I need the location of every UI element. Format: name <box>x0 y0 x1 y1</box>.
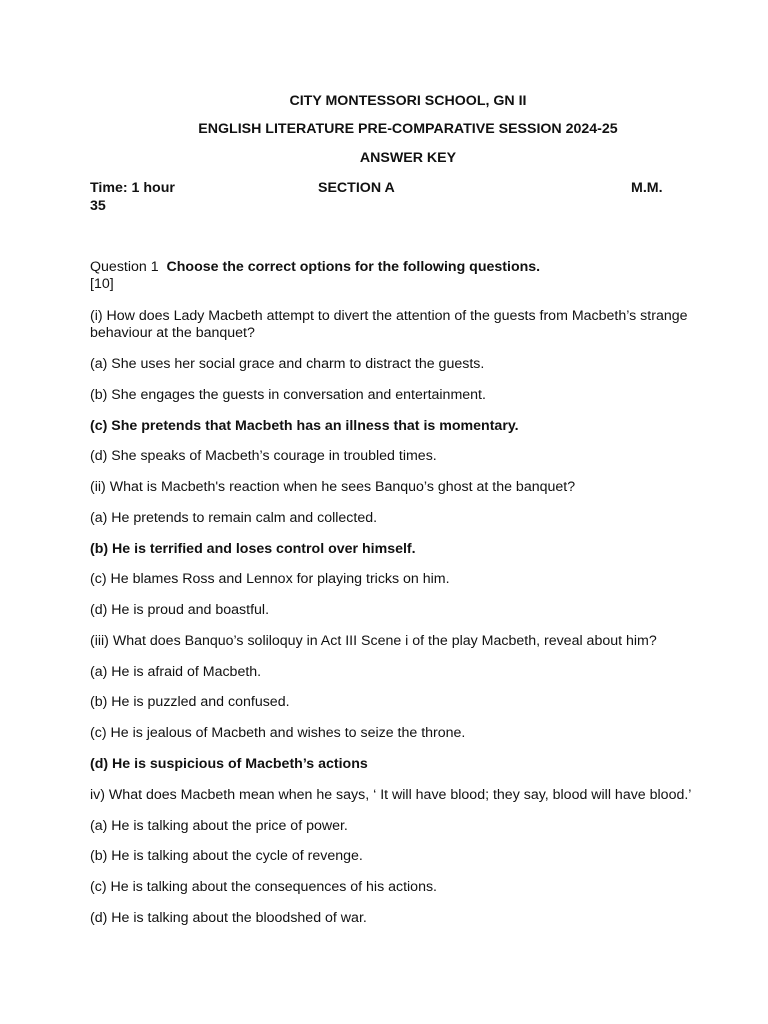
q1-option-b: (b) She engages the guests in conversation and entertainment. <box>90 387 486 403</box>
answer-key-title: ANSWER KEY <box>359 150 457 166</box>
q4-option-b: (b) He is talking about the cycle of revenge. <box>90 848 363 864</box>
q1-stem-line1: (i) How does Lady Macbeth attempt to divert the attention of the guests from Macbeth’s strange <box>90 308 688 324</box>
q2-option-c: (c) He blames Ross and Lennox for playing tricks on him. <box>90 571 450 587</box>
q4-option-d: (d) He is talking about the bloodshed of war. <box>90 910 367 926</box>
q2-option-d: (d) He is proud and boastful. <box>90 602 270 618</box>
q3-stem: (iii) What does Banquo’s soliloquy in Act III Scene i of the play Macbeth, reveal about him? <box>90 633 657 649</box>
q2-option-a: (a) He pretends to remain calm and collected. <box>90 510 378 526</box>
exam-title: ENGLISH LITERATURE PRE-COMPARATIVE SESSION 2024-25 <box>198 121 618 137</box>
q4-option-c: (c) He is talking about the consequences of his actions. <box>90 879 437 895</box>
question-heading <box>90 259 540 276</box>
max-marks-label: M.M. <box>631 180 663 196</box>
q1-option-a: (a) She uses her social grace and charm to distract the guests. <box>90 356 485 372</box>
q2-option-b-answer: (b) He is terrified and loses control over himself. <box>90 541 416 557</box>
q4-option-a: (a) He is talking about the price of power. <box>90 818 348 834</box>
q1-option-d: (d) She speaks of Macbeth’s courage in troubled times. <box>90 448 437 464</box>
school-name: CITY MONTESSORI SCHOOL, GN II <box>289 93 527 109</box>
q3-option-c: (c) He is jealous of Macbeth and wishes to seize the throne. <box>90 725 466 741</box>
q3-option-a: (a) He is afraid of Macbeth. <box>90 664 262 680</box>
q1-option-c-answer: (c) She pretends that Macbeth has an illness that is momentary. <box>90 418 519 434</box>
q3-option-b: (b) He is puzzled and confused. <box>90 694 290 710</box>
q2-stem: (ii) What is Macbeth's reaction when he sees Banquo’s ghost at the banquet? <box>90 479 576 495</box>
question-instruction: Choose the correct options for the following questions. <box>166 259 541 275</box>
q1-stem-line2: behaviour at the banquet? <box>90 325 255 341</box>
q3-option-d-answer: (d) He is suspicious of Macbeth’s actions <box>90 756 368 772</box>
question-marks: [10] <box>90 276 114 292</box>
time-label: Time: 1 hour <box>90 180 175 196</box>
q4-stem: iv) What does Macbeth mean when he says, ‘ It will have blood; they say, blood will have blood.’ <box>90 787 692 803</box>
section-label: SECTION A <box>318 180 395 196</box>
max-marks-value: 35 <box>90 198 106 214</box>
question-label: Question 1 <box>90 259 159 275</box>
